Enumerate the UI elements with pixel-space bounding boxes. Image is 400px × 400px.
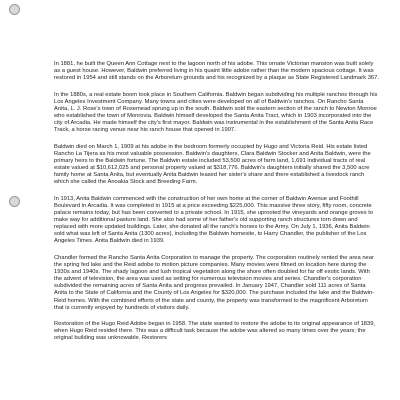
punch-hole-middle <box>9 196 20 207</box>
document-page <box>54 0 379 400</box>
paragraph-adobe-restoration: Restoration of the Hugo Reid Adobe began in 1958. The state wanted to restore the adobe to its original appearance of 1839, when Hugo Reid resided there. This was a difficult task because the adobe was altered so many times over the years; the original building was unknowable. Restorers <box>54 321 376 342</box>
paragraph-real-estate-boom: In the 1880s, a real estate boom took place in Southern California. Baldwin began subdividing his multiple ranchos through his Los Angeles Investment Company. Many towns and cities were developed on all of Baldwin's ranchos. On Rancho Santa Anita, L. J. Rose's town of Rosemead sprung up in the south. Baldwin sold the eastern section of the ranch to Newton Monroe who established the town of Monrovia. Baldwin himself developed the Santa Anita Tract, which in 1903 incorporated into the city of Arcadia. He made himself the city's first mayor. Baldwin was instrumental in the establishment of the Santa Anita Race Track, a horse racing venue near his ranch house that opened in 1907. <box>54 91 378 134</box>
paragraph-anita-baldwin-home: In 1913, Anita Baldwin commenced with the construction of her own home at the corner of Baldwin Avenue and Foothill Boulevard in Arcadia. It was completed in 1915 at a price exceeding $225,000. This massive three story, fifty room, concrete palace remains today, but has been converted to a private school. In 1915, she uprooted the vineyards and orange groves to make way for additional pasture land. She also had some of her father's old supporting ranch structures torn down and replaced with more updated buildings. Later, she donated all the ranch's horses to the Army. On July 1, 1936, Anita Baldwin sold what was left of Santa Anita (1300 acres), including the Baldwin homesite, to Harry Chandler, the publisher of the Los Angeles Times. Anita Baldwin died in 1939. <box>54 196 374 245</box>
punch-hole-top <box>9 4 20 15</box>
paragraph-chandler-corporation: Chandler formed the Rancho Santa Anita Corporation to manage the property. The corporation routinely rented the area near the spring fed lake and the Reid adobe to motion picture companies. Many movies were filmed on location here during the 1930s and 1940s. The shady lagoon and lush tropical vegetation along the shore often doubled for far off exotic lands. With the advent of television, the area was used as setting for numerous television movies and series. Chandler's corporation subdivided the remaining acres of Santa Anita and progress prevailed. In January 1947, Chandler sold 111 acres of Santa Anita to the State of California and the County of Los Angeles for $320,000. The purchase included the lake and the Baldwin-Reid homes. With the combined efforts of the state and county, the property was transformed to the magnificent Arboretum that is currently enjoyed by hundreds of visitors daily. <box>54 255 375 311</box>
document-body <box>54 61 379 352</box>
binder-margin <box>0 0 30 400</box>
paragraph-queen-anne-cottage: In 1881, he built the Queen Ann Cottage next to the lagoon north of his adobe. This ornate Victorian mansion was built solely as a guest house. However, Baldwin preferred living in his quaint little adobe rather than the modern spacious cottage. It was restored in 1954 and still stands on the Arboretum grounds and his recognized by a plaque as State Registered Landmark 367. <box>54 61 379 82</box>
paragraph-baldwin-death-estate: Baldwin died on March 1, 1909 at his adobe in the bedroom formerly occupied by Hugo and Victoria Reid. His estate listed Rancho La Tijera as his most valuable possession. Baldwin's daughters, Clara Baldwin Stocker and Anita Baldwin, were the primary heirs to the Baldwin fortune. The Baldwin estate included 53,500 acres of farm land, 1,691 individual tracts of real estate valued at $10,612,025 and personal property valued at $318,776. Baldwin's daughters initially shared the 3,500 acre family home at Santa Anita, but eventually Anita Baldwin leased her sister's share and there established a livestock ranch which she called the Anoakia Stock and Breeding Farm. <box>54 144 371 186</box>
